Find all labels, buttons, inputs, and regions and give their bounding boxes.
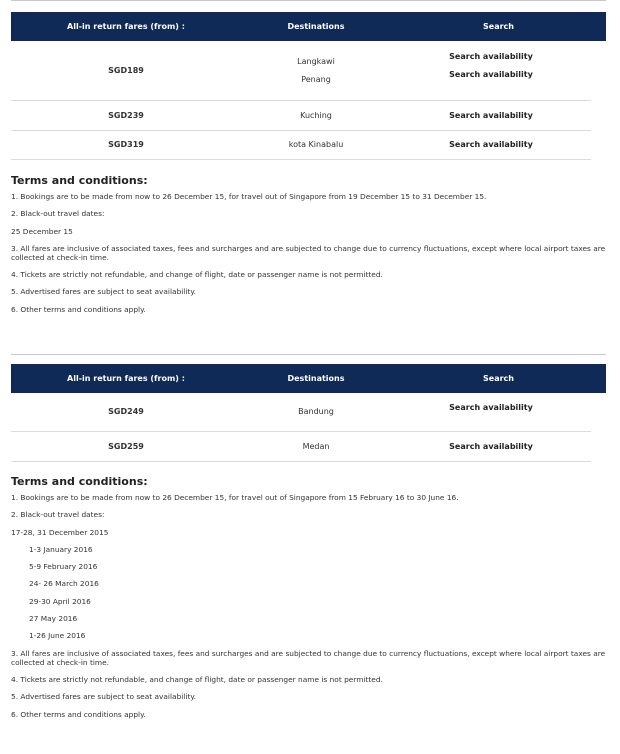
- search-availability-link[interactable]: Search availability: [449, 52, 533, 62]
- fares-column-header: All-in return fares (from) :: [11, 364, 241, 393]
- destinations-column-header: Destinations: [241, 364, 391, 393]
- terms-item: 4. Tickets are strictly not refundable, and change of flight, date or passenger name is not permitted.: [11, 674, 383, 684]
- destination-cell: [241, 41, 391, 100]
- search-column-header: Search: [391, 12, 606, 41]
- blackout-date: 5-9 February 2016: [29, 562, 98, 572]
- destinations-column-header: Destinations: [241, 12, 391, 41]
- search-availability-link[interactable]: Search availability: [449, 70, 533, 80]
- fare-price: SGD259: [11, 431, 241, 461]
- search-cell: [391, 130, 591, 159]
- destination-name: Langkawi: [297, 56, 335, 66]
- top-divider: [11, 0, 606, 1]
- terms-item: 17-28, 31 December 2015: [11, 527, 109, 537]
- search-cell: [391, 393, 591, 431]
- terms-item: 3. All fares are inclusive of associated taxes, fees and surcharges and are subjected to change due to currency fluctuations, except where local airport taxes are collected at check-in time.: [11, 243, 606, 262]
- terms-title: Terms and conditions:: [11, 174, 148, 187]
- blackout-date: 29-30 April 2016: [29, 596, 91, 606]
- fares-column-header: All-in return fares (from) :: [11, 12, 241, 41]
- fares-table-1: [11, 12, 606, 160]
- terms-section-1: [11, 176, 609, 322]
- destination-name: kota Kinabalu: [241, 130, 391, 159]
- terms-item: 5. Advertised fares are subject to seat availability.: [11, 692, 196, 702]
- terms-title: Terms and conditions:: [11, 475, 148, 488]
- fare-price: SGD249: [11, 393, 241, 431]
- table-row: [11, 130, 606, 159]
- search-availability-link[interactable]: Search availability: [449, 110, 533, 120]
- terms-item: 4. Tickets are strictly not refundable, and change of flight, date or passenger name is not permitted.: [11, 270, 383, 280]
- table-row: [11, 431, 606, 461]
- terms-item: 5. Advertised fares are subject to seat availability.: [11, 287, 196, 297]
- fare-price: SGD189: [11, 41, 241, 100]
- terms-item: 2. Black-out travel dates:: [11, 209, 105, 219]
- terms-item: 1. Bookings are to be made from now to 26 December 15, for travel out of Singapore from 15 February 16 to 30 June 16.: [11, 493, 459, 502]
- search-cell: [391, 100, 591, 130]
- search-availability-link[interactable]: Search availability: [449, 140, 533, 149]
- destination-name: Medan: [241, 431, 391, 461]
- fare-price: SGD239: [11, 100, 241, 130]
- fare-price: SGD319: [11, 130, 241, 159]
- terms-item: 25 December 15: [11, 226, 73, 236]
- search-availability-link[interactable]: Search availability: [449, 403, 533, 413]
- search-cell: [391, 41, 591, 100]
- terms-item: 2. Black-out travel dates:: [11, 510, 105, 520]
- blackout-date: 1-26 June 2016: [29, 631, 86, 641]
- terms-item: 6. Other terms and conditions apply.: [11, 709, 146, 719]
- search-cell: [391, 431, 591, 461]
- destination-name: Kuching: [241, 100, 391, 130]
- terms-item: 6. Other terms and conditions apply.: [11, 304, 146, 314]
- terms-section-2: [11, 477, 609, 727]
- blackout-date: 24- 26 March 2016: [29, 579, 99, 589]
- section-divider: [11, 354, 606, 355]
- destination-name: Penang: [301, 74, 331, 84]
- table-row: [11, 100, 606, 130]
- blackout-date: 27 May 2016: [29, 614, 78, 624]
- destination-name: Bandung: [241, 393, 391, 431]
- search-column-header: Search: [391, 364, 606, 393]
- terms-item: 3. All fares are inclusive of associated taxes, fees and surcharges and are subjected to change due to currency fluctuations, except where local airport taxes are collected at check-in time.: [11, 648, 606, 667]
- fares-table-header: [11, 364, 606, 393]
- fares-table-2: [11, 364, 606, 462]
- table-row: [11, 393, 606, 431]
- blackout-date: 1-3 January 2016: [29, 544, 93, 554]
- terms-item: 1. Bookings are to be made from now to 26 December 15, for travel out of Singapore from 19 December 15 to 31 December 15.: [11, 192, 487, 201]
- table-row: [11, 41, 606, 100]
- fares-table-header: [11, 12, 606, 41]
- search-availability-link[interactable]: Search availability: [449, 441, 533, 451]
